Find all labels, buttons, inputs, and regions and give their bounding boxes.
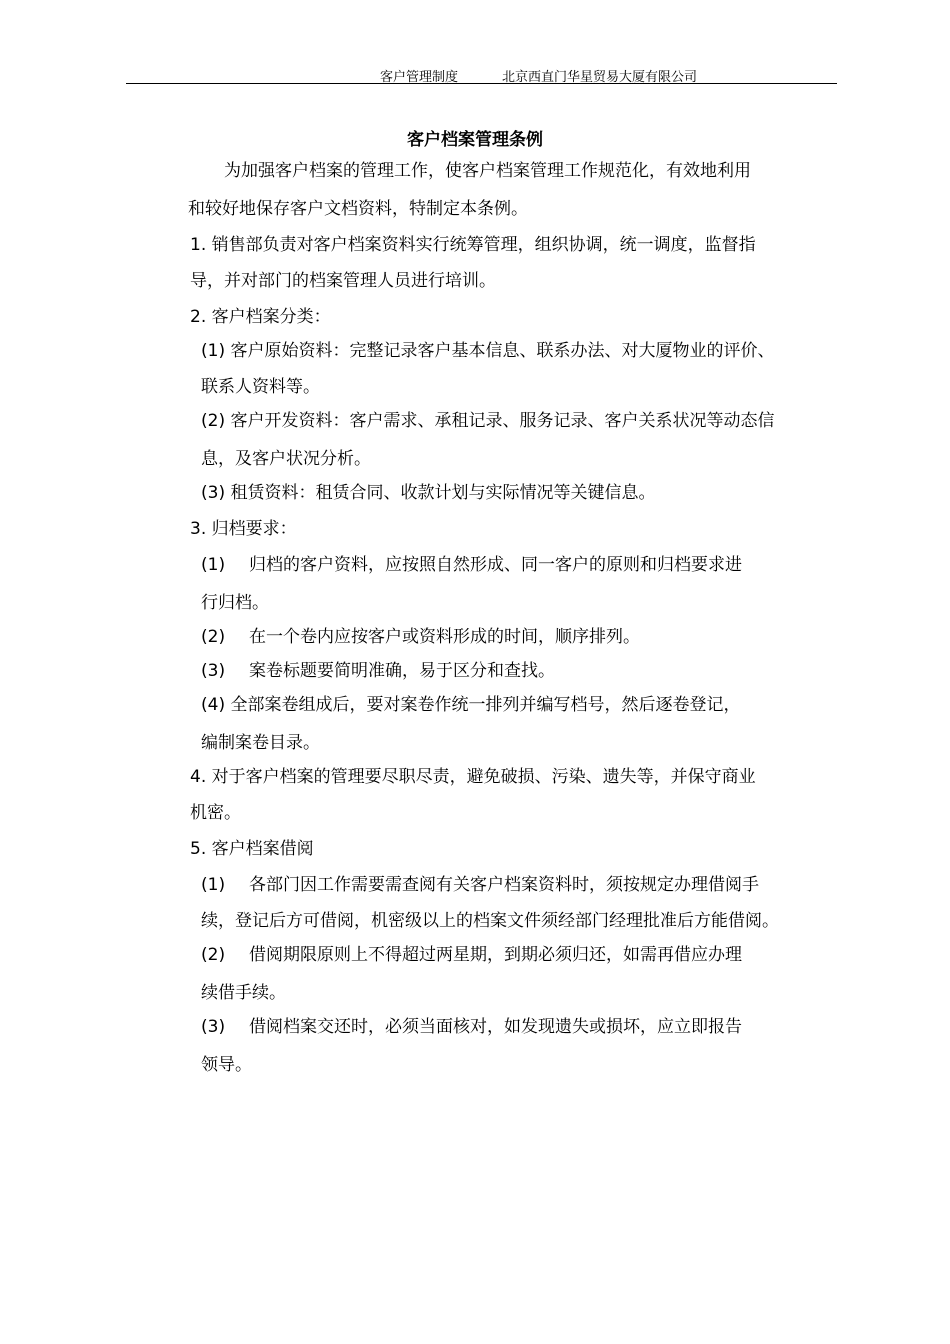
sub-number: (2): [201, 945, 226, 965]
item-2-sub-line: 联系人资料等。: [201, 377, 320, 397]
item-4-line: 机密。: [190, 803, 241, 823]
item-4-line: 4. 对于客户档案的管理要尽职尽责，避免破损、污染、遗失等，并保守商业: [190, 767, 756, 787]
item-2-sub-line: (2) 客户开发资料：客户需求、承租记录、服务记录、客户关系状况等动态信: [201, 411, 775, 431]
document-title: 客户档案管理条例: [407, 130, 543, 150]
item-5-sub-line: 续，登记后方可借阅，机密级以上的档案文件须经部门经理批准后方能借阅。: [201, 911, 779, 931]
header-company: 北京西直门华星贸易大厦有限公司: [502, 70, 698, 85]
item-3-heading: 3. 归档要求：: [190, 519, 297, 539]
intro-line: 为加强客户档案的管理工作，使客户档案管理工作规范化，有效地利用: [224, 161, 751, 181]
item-2-heading: 2. 客户档案分类：: [190, 307, 331, 327]
item-3-sub-line: 行归档。: [201, 593, 269, 613]
item-5-heading: 5. 客户档案借阅: [190, 839, 314, 859]
sub-number: (3): [201, 1017, 226, 1037]
item-1-line: 1. 销售部负责对客户档案资料实行统筹管理，组织协调，统一调度，监督指: [190, 235, 756, 255]
sub-number: (3): [201, 661, 226, 681]
item-2-sub-line: 息，及客户状况分析。: [201, 449, 371, 469]
item-3-sub-line: (3) 案卷标题要简明准确，易于区分和查找。: [201, 661, 555, 681]
item-3-sub-line: (2) 在一个卷内应按客户或资料形成的时间，顺序排列。: [201, 627, 640, 647]
item-1-line: 导，并对部门的档案管理人员进行培训。: [190, 271, 496, 291]
sub-number: (1): [201, 875, 226, 895]
sub-number: (2): [201, 627, 226, 647]
item-5-sub-line: (3) 借阅档案交还时，必须当面核对，如发现遗失或损坏，应立即报告: [201, 1017, 742, 1037]
item-3-sub-line: 编制案卷目录。: [201, 733, 320, 753]
header-doc-name: 客户管理制度: [380, 70, 459, 85]
item-5-sub-line: (2) 借阅期限原则上不得超过两星期，到期必须归还，如需再借应办理: [201, 945, 742, 965]
item-5-sub-line: 续借手续。: [201, 983, 286, 1003]
header-rule: [126, 83, 837, 84]
item-5-sub-line: (1) 各部门因工作需要需查阅有关客户档案资料时，须按规定办理借阅手: [201, 875, 759, 895]
item-3-sub-line: (1) 归档的客户资料，应按照自然形成、同一客户的原则和归档要求进: [201, 555, 742, 575]
item-2-sub-line: (3) 租赁资料：租赁合同、收款计划与实际情况等关键信息。: [201, 483, 656, 503]
item-5-sub-line: 领导。: [201, 1055, 252, 1075]
item-3-sub-line: (4) 全部案卷组成后，要对案卷作统一排列并编写档号，然后逐卷登记，: [201, 695, 741, 715]
item-2-sub-line: (1) 客户原始资料：完整记录客户基本信息、联系办法、对大厦物业的评价、: [201, 341, 775, 361]
intro-line: 和较好地保存客户文档资料，特制定本条例。: [188, 199, 528, 219]
sub-number: (1): [201, 555, 226, 575]
